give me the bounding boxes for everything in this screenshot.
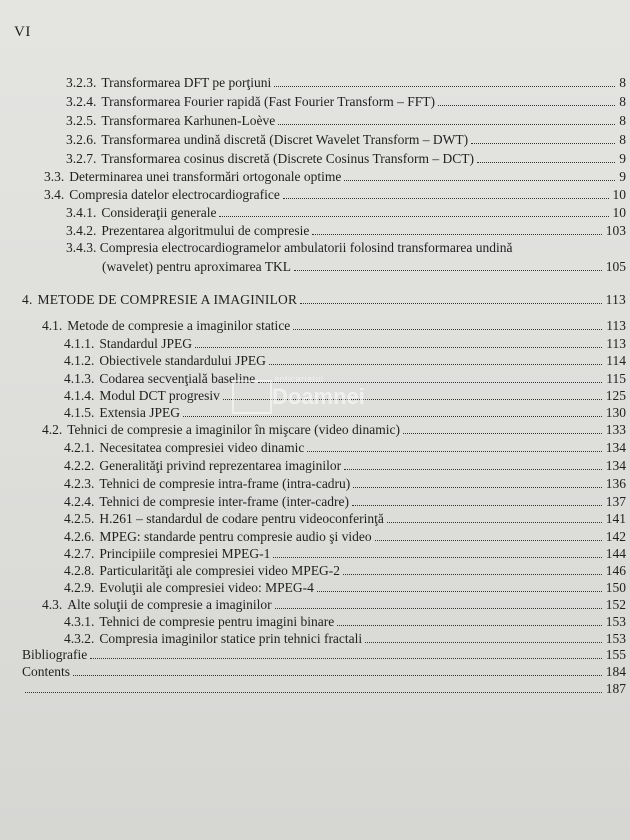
toc-entry	[64, 546, 626, 562]
toc-entry-page: 9	[619, 169, 626, 184]
toc-entry-number: 4.2.7.	[64, 546, 95, 561]
dot-leader	[274, 86, 615, 87]
dot-leader	[403, 433, 602, 434]
toc-entry	[64, 494, 626, 510]
toc-entry-page: 134	[605, 440, 626, 455]
toc-entry-page: 114	[606, 353, 626, 368]
toc-entry-number: 4.2.1.	[64, 440, 95, 455]
watermark-small-text: anticariatul	[274, 374, 324, 384]
toc-entry-title: Compresia electrocardiogramelor ambulatorii folosind transformarea undină	[99, 240, 513, 255]
toc-entry-page: 105	[605, 259, 626, 274]
dot-leader	[337, 625, 602, 626]
dot-leader	[365, 642, 602, 643]
toc-entry	[64, 563, 626, 579]
toc-entry-number: 4.2.2.	[64, 458, 95, 473]
toc-entry	[66, 113, 626, 129]
toc-entry	[66, 94, 626, 110]
toc-entry-title: Tehnici de compresie pentru imagini binare	[99, 614, 335, 629]
toc-entry-page: 113	[606, 336, 626, 351]
dot-leader	[344, 469, 602, 470]
toc-entry-title: Contents	[22, 664, 71, 679]
toc-entry	[42, 422, 626, 438]
toc-entry	[64, 511, 626, 527]
toc-entry-title: H.261 – standardul de codare pentru videoconferinţă	[99, 511, 384, 526]
toc-entry	[64, 614, 626, 630]
toc-entry-title: Evoluţii ale compresiei video: MPEG-4	[99, 580, 314, 595]
dot-leader	[300, 303, 601, 304]
dot-leader	[387, 522, 602, 523]
toc-entry	[44, 169, 626, 185]
toc-entry-number: 4.1.	[42, 318, 63, 333]
dot-leader	[219, 216, 608, 217]
toc-entry-page: 184	[605, 664, 626, 679]
watermark-frame-icon	[232, 380, 272, 414]
toc-entry-page: 8	[619, 75, 626, 90]
toc-entry-number: 4.2.4.	[64, 494, 95, 509]
toc-entry-number: 3.2.5.	[66, 113, 97, 128]
toc-entry	[64, 458, 626, 474]
toc-entry-page: 134	[605, 458, 626, 473]
dot-leader	[269, 364, 602, 365]
toc-entry-title: Determinarea unei transformări ortogonale optime	[69, 169, 342, 184]
toc-entry-page: 155	[605, 647, 626, 662]
toc-entry-number: 4.1.2.	[64, 353, 95, 368]
toc-entry-number: 4.2.6.	[64, 529, 95, 544]
toc-entry-title: Principiile compresiei MPEG-1	[99, 546, 271, 561]
toc-entry-number: 4.1.3.	[64, 371, 95, 386]
toc-entry	[64, 631, 626, 647]
toc-entry-title: Particularităţi ale compresiei video MPEG-2	[99, 563, 341, 578]
toc-entry-number: 4.1.5.	[64, 405, 95, 420]
toc-entry	[66, 205, 626, 221]
dot-leader	[375, 540, 602, 541]
toc-entry	[64, 529, 626, 545]
dot-leader	[317, 591, 602, 592]
dot-leader	[307, 451, 601, 452]
toc-entry-title: Transformarea undină discretă (Discret Wavelet Transform – DWT)	[101, 132, 469, 147]
toc-entry-page: 8	[619, 94, 626, 109]
dot-leader	[90, 658, 602, 659]
toc-entry-title: Codarea secvenţială baseline	[99, 371, 256, 386]
toc-entry-number: 3.2.4.	[66, 94, 97, 109]
toc-entry-number: 4.2.9.	[64, 580, 95, 595]
toc-entry-page: 133	[605, 422, 626, 437]
toc-entry-page: 10	[612, 187, 626, 202]
toc-entry-number: 3.4.2.	[66, 223, 97, 238]
toc-entry-title: METODE DE COMPRESIE A IMAGINILOR	[37, 292, 298, 307]
toc-entry-number: 3.2.3.	[66, 75, 97, 90]
toc-entry-page: 136	[605, 476, 626, 491]
toc-entry-title: Generalităţi privind reprezentarea imaginilor	[99, 458, 342, 473]
dot-leader	[312, 234, 601, 235]
toc-entry	[64, 476, 626, 492]
toc-entry-number: 3.3.	[44, 169, 65, 184]
toc-entry	[44, 187, 626, 203]
toc-entry-number: 4.2.8.	[64, 563, 95, 578]
toc-entry	[66, 223, 626, 239]
dot-leader	[273, 557, 601, 558]
toc-entry-title: Compresia imaginilor statice prin tehnici fractali	[99, 631, 363, 646]
toc-entry-title: Transformarea Fourier rapidă (Fast Fourier Transform – FFT)	[101, 94, 435, 109]
toc-entry-number: 4.3.2.	[64, 631, 95, 646]
dot-leader	[25, 692, 602, 693]
dot-leader	[477, 162, 615, 163]
toc-entry-page: 130	[605, 405, 626, 420]
toc-entry-number: 4.2.	[42, 422, 63, 437]
toc-entry	[64, 353, 626, 369]
dot-leader	[344, 180, 615, 181]
toc-entry	[64, 336, 626, 352]
dot-leader	[283, 198, 609, 199]
toc-entry-title: Compresia datelor electrocardiografice	[69, 187, 280, 202]
toc-entry-number: 4.1.1.	[64, 336, 95, 351]
toc-entry-page: 10	[612, 205, 626, 220]
toc-entry	[102, 259, 626, 275]
watermark-big-text: Doamnei	[272, 384, 365, 409]
toc-entry-title: Standardul JPEG	[99, 336, 192, 351]
page-number: VI	[14, 24, 31, 40]
dot-leader	[471, 143, 615, 144]
toc-entry	[66, 132, 626, 148]
toc-entry-number: 4.1.4.	[64, 388, 95, 403]
toc-entry-title: Tehnici de compresie inter-frame (inter-cadre)	[99, 494, 349, 509]
toc-entry-page: 115	[606, 371, 626, 386]
toc-entry-title: Transformarea Karhunen-Loève	[101, 113, 276, 128]
toc-entry	[42, 597, 626, 613]
toc-entry-page: 8	[619, 132, 626, 147]
toc-entry	[64, 440, 626, 456]
toc-entry-title: Consideraţii generale	[101, 205, 217, 220]
dot-leader	[353, 487, 601, 488]
toc-entry-title: Modul DCT progresiv	[99, 388, 220, 403]
toc-entry-number: 4.3.1.	[64, 614, 95, 629]
toc-entry-number: 3.4.3.	[66, 240, 97, 255]
toc-entry-page: 187	[605, 681, 626, 696]
toc-entry	[66, 151, 626, 167]
toc-entry-page: 142	[605, 529, 626, 544]
toc-entry-page: 8	[619, 113, 626, 128]
dot-leader	[343, 574, 602, 575]
toc-chapter	[22, 292, 626, 308]
dot-leader	[73, 675, 602, 676]
toc-entry-number: 4.3.	[42, 597, 63, 612]
toc-entry-first-line	[66, 240, 512, 256]
toc-entry-number: 4.2.3.	[64, 476, 95, 491]
toc-entry-page: 150	[605, 580, 626, 595]
toc-entry-number: 4.	[22, 292, 33, 307]
toc-entry-number: 3.4.	[44, 187, 65, 202]
dot-leader	[438, 105, 615, 106]
dot-leader	[278, 124, 615, 125]
toc-entry-number: 3.4.1.	[66, 205, 97, 220]
toc-entry-page: 153	[605, 614, 626, 629]
toc-entry-title: Metode de compresie a imaginilor statice	[67, 318, 291, 333]
toc-entry-number: 3.2.7.	[66, 151, 97, 166]
toc-entry-number: 3.2.6.	[66, 132, 97, 147]
dot-leader	[294, 270, 602, 271]
toc-entry	[22, 681, 626, 697]
toc-entry-number: 4.2.5.	[64, 511, 95, 526]
toc-entry-title: Tehnici de compresie a imaginilor în mişcare (video dinamic)	[67, 422, 400, 437]
toc-entry-title: Bibliografie	[22, 647, 88, 662]
toc-entry	[22, 647, 626, 663]
dot-leader	[293, 329, 602, 330]
toc-entry-page: 137	[605, 494, 626, 509]
toc-entry-title: Tehnici de compresie intra-frame (intra-cadru)	[99, 476, 351, 491]
dot-leader	[183, 416, 602, 417]
dot-leader	[195, 347, 602, 348]
toc-entry-title: Transformarea cosinus discretă (Discrete Cosinus Transform – DCT)	[101, 151, 474, 166]
toc-entry-page: 103	[605, 223, 626, 238]
toc-entry-title: Transformarea DFT pe porţiuni	[101, 75, 272, 90]
watermark-logo	[232, 372, 382, 412]
toc-entry-title: Necesitatea compresiei video dinamic	[99, 440, 305, 455]
toc-entry	[22, 664, 626, 680]
toc-entry	[66, 75, 626, 91]
toc-entry	[64, 580, 626, 596]
toc-entry-page: 125	[605, 388, 626, 403]
toc-entry-title: Alte soluţii de compresie a imaginilor	[67, 597, 272, 612]
toc-entry-title: Obiectivele standardului JPEG	[99, 353, 266, 368]
toc-entry-page: 141	[605, 511, 626, 526]
toc-entry-page: 146	[605, 563, 626, 578]
toc-entry-page: 152	[605, 597, 626, 612]
dot-leader	[352, 505, 602, 506]
toc-entry-title: Extensia JPEG	[99, 405, 180, 420]
dot-leader	[275, 608, 602, 609]
toc-entry-title: Prezentarea algoritmului de compresie	[101, 223, 310, 238]
toc-entry-page: 113	[605, 292, 626, 307]
toc-entry	[42, 318, 626, 334]
toc-entry-title: MPEG: standarde pentru compresie audio şi video	[99, 529, 372, 544]
toc-entry-title-continuation: (wavelet) pentru aproximarea TKL	[102, 259, 292, 274]
toc-entry-page: 9	[619, 151, 626, 166]
toc-entry-page: 153	[605, 631, 626, 646]
toc-entry-page: 113	[606, 318, 626, 333]
toc-entry-page: 144	[605, 546, 626, 561]
